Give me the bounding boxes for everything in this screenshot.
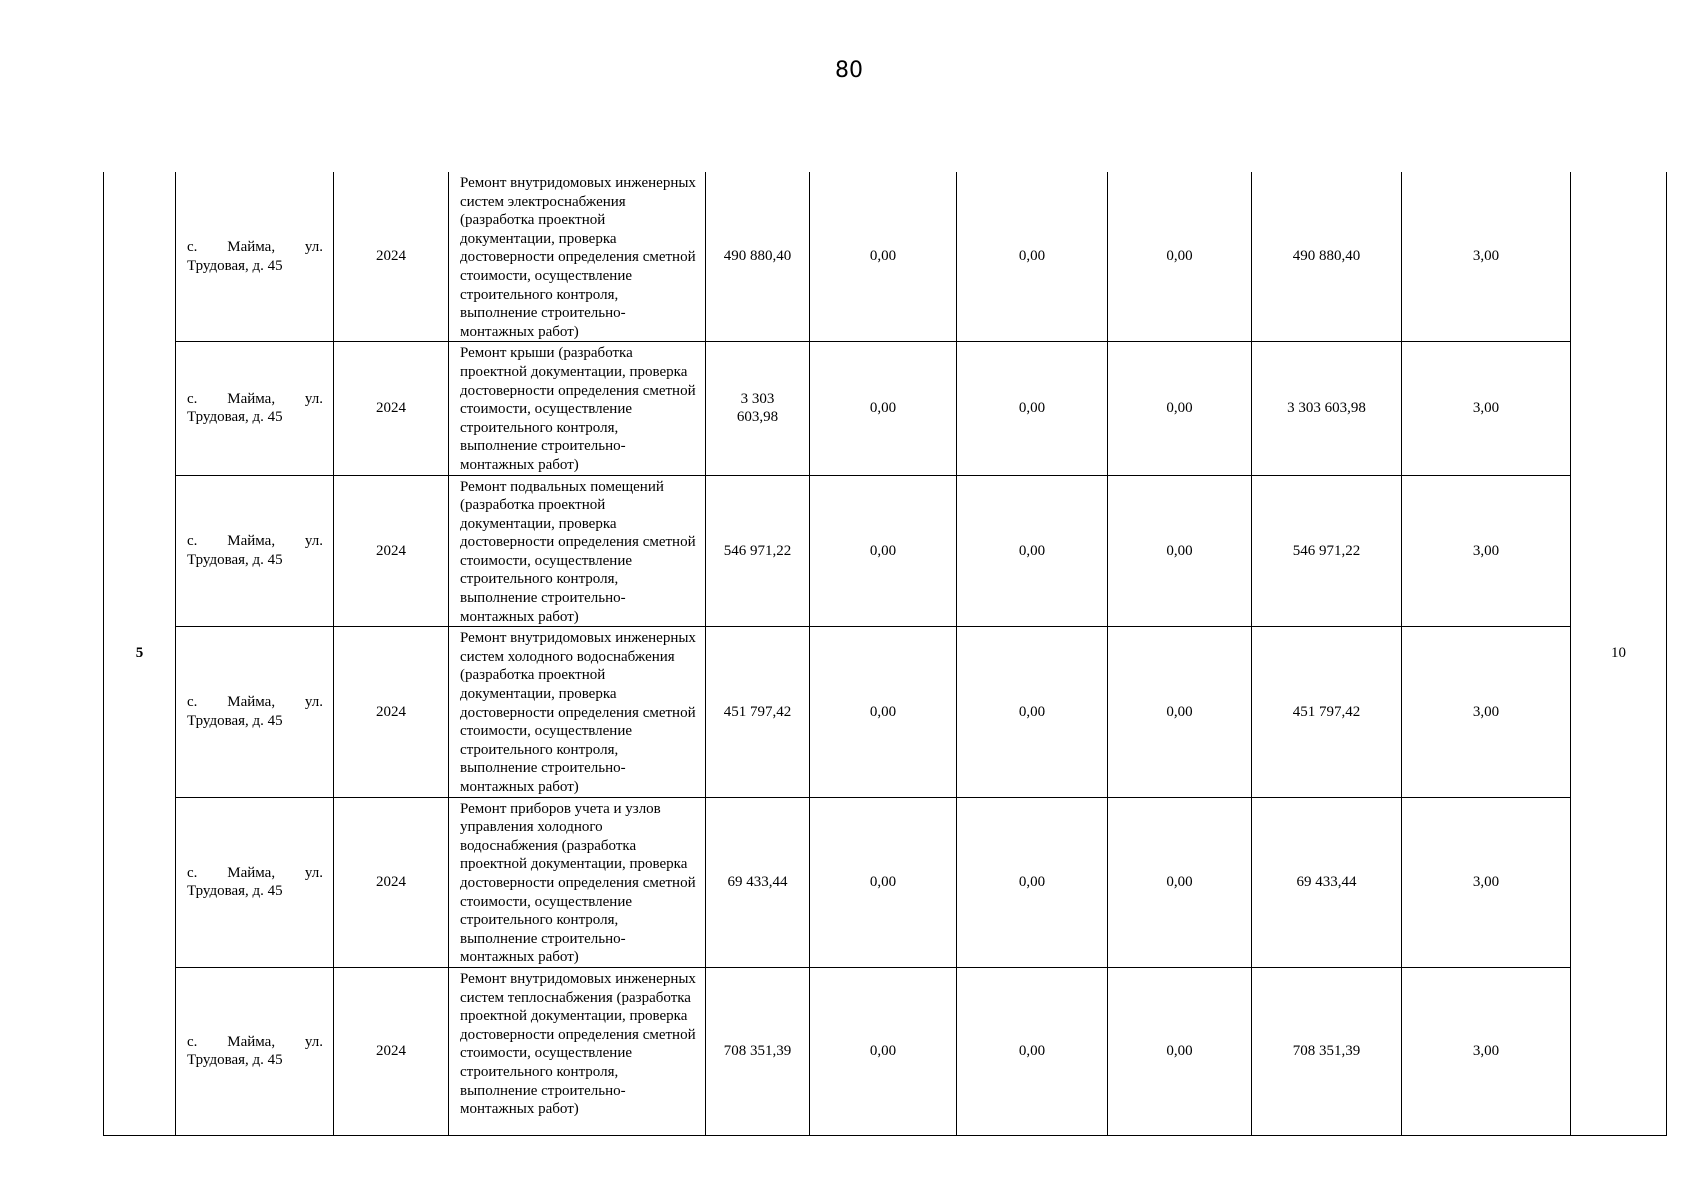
table-body	[104, 172, 1667, 1135]
value-cell-3: 0,00	[1108, 627, 1252, 797]
work-description-cell	[449, 967, 706, 1135]
work-description-text: Ремонт приборов учета и узлов управления холодного водоснабжения (разработка проектной документации, проверка достоверности определения сметной стоимости, осуществление строительного контроля, выполнение строительно-монтажных работ)	[460, 800, 696, 966]
value-cell-2: 0,00	[957, 342, 1108, 475]
value-cell-4: 708 351,39	[1252, 967, 1402, 1135]
address-line-1: с. Майма, ул.	[187, 390, 323, 407]
table-row	[104, 627, 1667, 797]
address-line-1: с. Майма, ул.	[187, 694, 323, 711]
value-cell-4: 546 971,22	[1252, 475, 1402, 627]
work-description-text: Ремонт внутридомовых инженерных систем теплоснабжения (разработка проектной документации, проверка достоверности определения сметной стоимости, осуществление строительного контроля, выполнение строительно-монтажных работ)	[460, 970, 696, 1118]
value-cell-3: 0,00	[1108, 172, 1252, 342]
total-cost-cell	[706, 797, 810, 967]
value-cell-4: 69 433,44	[1252, 797, 1402, 967]
value-cell-5: 3,00	[1402, 967, 1571, 1135]
value-cell-1: 0,00	[810, 627, 957, 797]
address-cell	[176, 627, 334, 797]
address-cell	[176, 967, 334, 1135]
work-description-cell	[449, 172, 706, 342]
address-line-2: Трудовая, д. 45	[187, 409, 283, 426]
table-row	[104, 797, 1667, 967]
address-line-2: Трудовая, д. 45	[187, 1052, 283, 1069]
address-line-2: Трудовая, д. 45	[187, 257, 283, 274]
total-cost-cell	[706, 627, 810, 797]
total-cost-line: 708 351,39	[723, 1043, 792, 1060]
value-cell-3: 0,00	[1108, 475, 1252, 627]
work-description-cell	[449, 627, 706, 797]
value-cell-5: 3,00	[1402, 475, 1571, 627]
value-cell-4: 451 797,42	[1252, 627, 1402, 797]
value-cell-5: 3,00	[1402, 172, 1571, 342]
table-row	[104, 475, 1667, 627]
address-line-1: с. Майма, ул.	[187, 1033, 323, 1050]
year-cell: 2024	[334, 797, 449, 967]
value-cell-2: 0,00	[957, 967, 1108, 1135]
total-cost-cell	[706, 475, 810, 627]
group-count-cell: 10	[1571, 172, 1667, 1135]
address-cell	[176, 342, 334, 475]
address-cell	[176, 797, 334, 967]
value-cell-3: 0,00	[1108, 967, 1252, 1135]
value-cell-1: 0,00	[810, 967, 957, 1135]
year-cell: 2024	[334, 475, 449, 627]
total-cost-line: 451 797,42	[723, 703, 792, 720]
value-cell-1: 0,00	[810, 172, 957, 342]
value-cell-1: 0,00	[810, 797, 957, 967]
page-number: 80	[835, 58, 863, 83]
address-cell	[176, 172, 334, 342]
value-cell-3: 0,00	[1108, 342, 1252, 475]
address-line-1: с. Майма, ул.	[187, 533, 323, 550]
value-cell-5: 3,00	[1402, 797, 1571, 967]
value-cell-4: 490 880,40	[1252, 172, 1402, 342]
table-row	[104, 342, 1667, 475]
value-cell-4: 3 303 603,98	[1252, 342, 1402, 475]
address-line-1: с. Майма, ул.	[187, 239, 323, 256]
value-cell-1: 0,00	[810, 475, 957, 627]
year-cell: 2024	[334, 967, 449, 1135]
work-description-cell	[449, 797, 706, 967]
table-row	[104, 172, 1667, 342]
total-cost-line: 546 971,22	[723, 542, 792, 559]
address-cell	[176, 475, 334, 627]
year-cell: 2024	[334, 627, 449, 797]
value-cell-1: 0,00	[810, 342, 957, 475]
year-cell: 2024	[334, 172, 449, 342]
value-cell-5: 3,00	[1402, 627, 1571, 797]
work-description-text: Ремонт подвальных помещений (разработка проектной документации, проверка достоверности определения сметной стоимости, осуществление строительного контроля, выполнение строительно-монтажных работ)	[460, 478, 696, 625]
work-description-text: Ремонт внутридомовых инженерных систем электроснабжения (разработка проектной документации, проверка достоверности определения сметной стоимости, осуществление строительного контроля, выполнение строительно-монтажных работ)	[460, 175, 696, 340]
year-cell: 2024	[334, 342, 449, 475]
total-cost-cell	[706, 172, 810, 342]
total-cost-cell	[706, 342, 810, 475]
address-line-2: Трудовая, д. 45	[187, 883, 283, 900]
group-number-cell: 5	[104, 172, 176, 1135]
value-cell-2: 0,00	[957, 627, 1108, 797]
work-description-cell	[449, 342, 706, 475]
value-cell-5: 3,00	[1402, 342, 1571, 475]
work-description-text: Ремонт внутридомовых инженерных систем холодного водоснабжения (разработка проектной документации, проверка достоверности определения сметной стоимости, осуществление строительного контроля, выполнение строительно-монтажных работ)	[460, 630, 696, 795]
total-cost-line: 69 433,44	[727, 873, 788, 890]
table-row	[104, 967, 1667, 1135]
total-cost-line: 603,98	[736, 409, 779, 426]
repair-works-table	[103, 172, 1667, 1136]
value-cell-2: 0,00	[957, 475, 1108, 627]
address-line-1: с. Майма, ул.	[187, 864, 323, 881]
total-cost-line: 3 303	[740, 390, 775, 407]
value-cell-3: 0,00	[1108, 797, 1252, 967]
value-cell-2: 0,00	[957, 172, 1108, 342]
address-line-2: Трудовая, д. 45	[187, 551, 283, 568]
address-line-2: Трудовая, д. 45	[187, 712, 283, 729]
value-cell-2: 0,00	[957, 797, 1108, 967]
total-cost-line: 490 880,40	[723, 248, 792, 265]
work-description-cell	[449, 475, 706, 627]
work-description-text: Ремонт крыши (разработка проектной документации, проверка достоверности определения сметной стоимости, осуществление строительного контроля, выполнение строительно-монтажных работ)	[460, 345, 696, 473]
total-cost-cell	[706, 967, 810, 1135]
